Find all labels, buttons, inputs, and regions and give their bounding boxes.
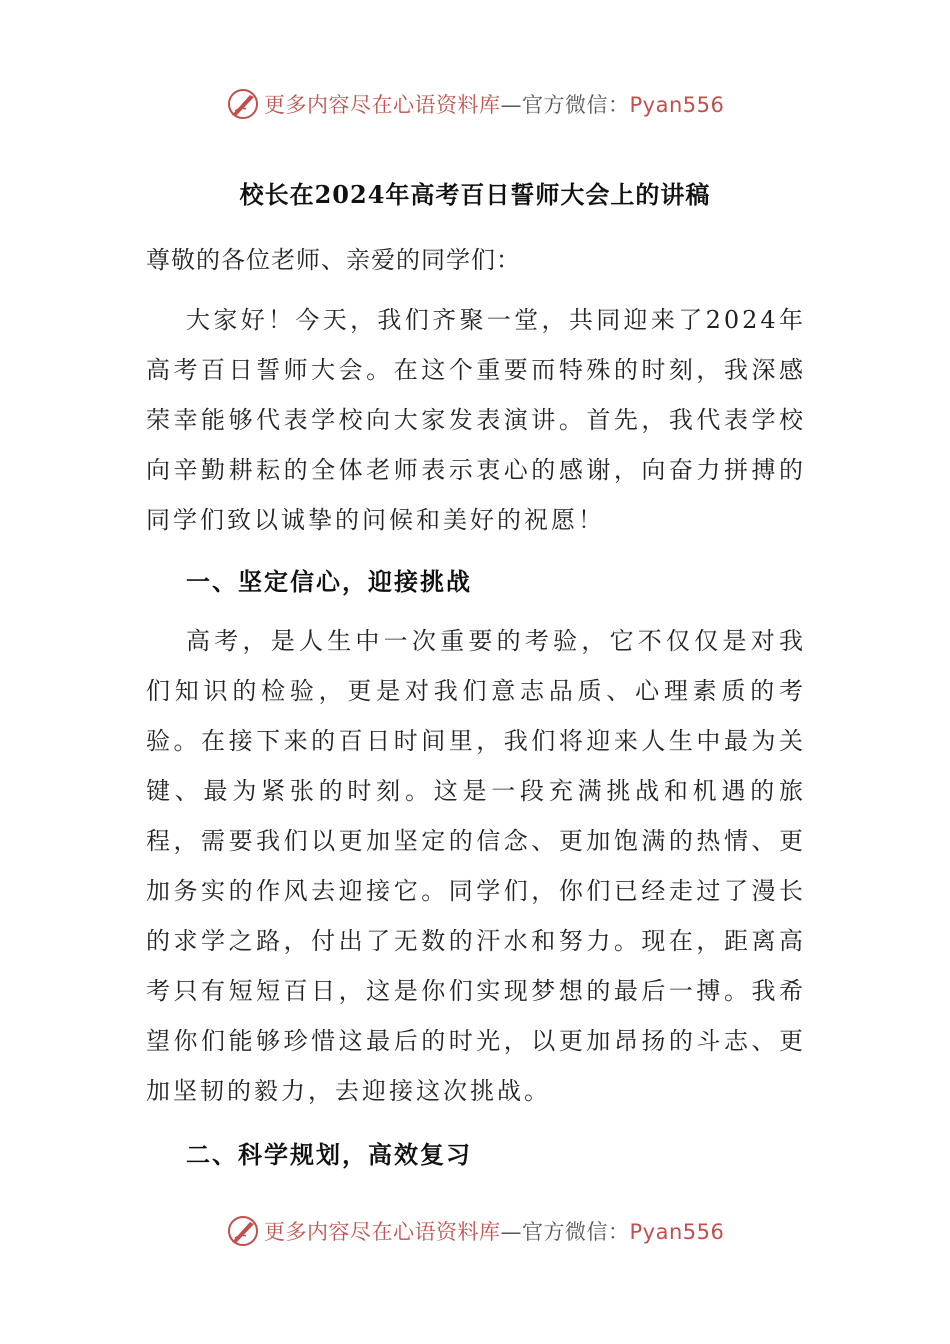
- quill-pen-logo-icon: [226, 87, 260, 121]
- watermark-text: 更多内容尽在心语资料库—官方微信：Pyan556: [264, 1220, 725, 1244]
- paragraph-opening: 大家好！今天，我们齐聚一堂，共同迎来了2024年高考百日誓师大会。在这个重要而特殊的时刻，我深感荣幸能够代表学校向大家发表演讲。首先，我代表学校向辛勤耕耘的全体老师表示衷心的感谢，向奋力拼搏的同学们致以诚挚的问候和美好的祝愿！: [146, 306, 806, 534]
- section-heading-2: 二、科学规划，高效复习: [186, 1140, 472, 1169]
- footer-watermark: [226, 1211, 746, 1251]
- watermark-text: 更多内容尽在心语资料库—官方微信：Pyan556: [264, 93, 725, 117]
- paragraph-section-1: 高考，是人生中一次重要的考验，它不仅仅是对我们知识的检验，更是对我们意志品质、心理素质的考验。在接下来的百日时间里，我们将迎来人生中最为关键、最为紧张的时刻。这是一段充满挑战和机遇的旅程，需要我们以更加坚定的信念、更加饱满的热情、更加务实的作风去迎接它。同学们，你们已经走过了漫长的求学之路，付出了无数的汗水和努力。现在，距离高考只有短短百日，这是你们实现梦想的最后一搏。我希望你们能够珍惜这最后的时光，以更加昂扬的斗志、更加坚韧的毅力，去迎接这次挑战。: [146, 627, 806, 1105]
- document-title: 校长在2024年高考百日誓师大会上的讲稿: [239, 180, 711, 209]
- quill-pen-logo-icon: [226, 1214, 260, 1248]
- section-heading-1: 一、坚定信心，迎接挑战: [186, 567, 472, 596]
- header-watermark: [226, 84, 746, 124]
- salutation: 尊敬的各位老师、亲爱的同学们：: [146, 246, 521, 274]
